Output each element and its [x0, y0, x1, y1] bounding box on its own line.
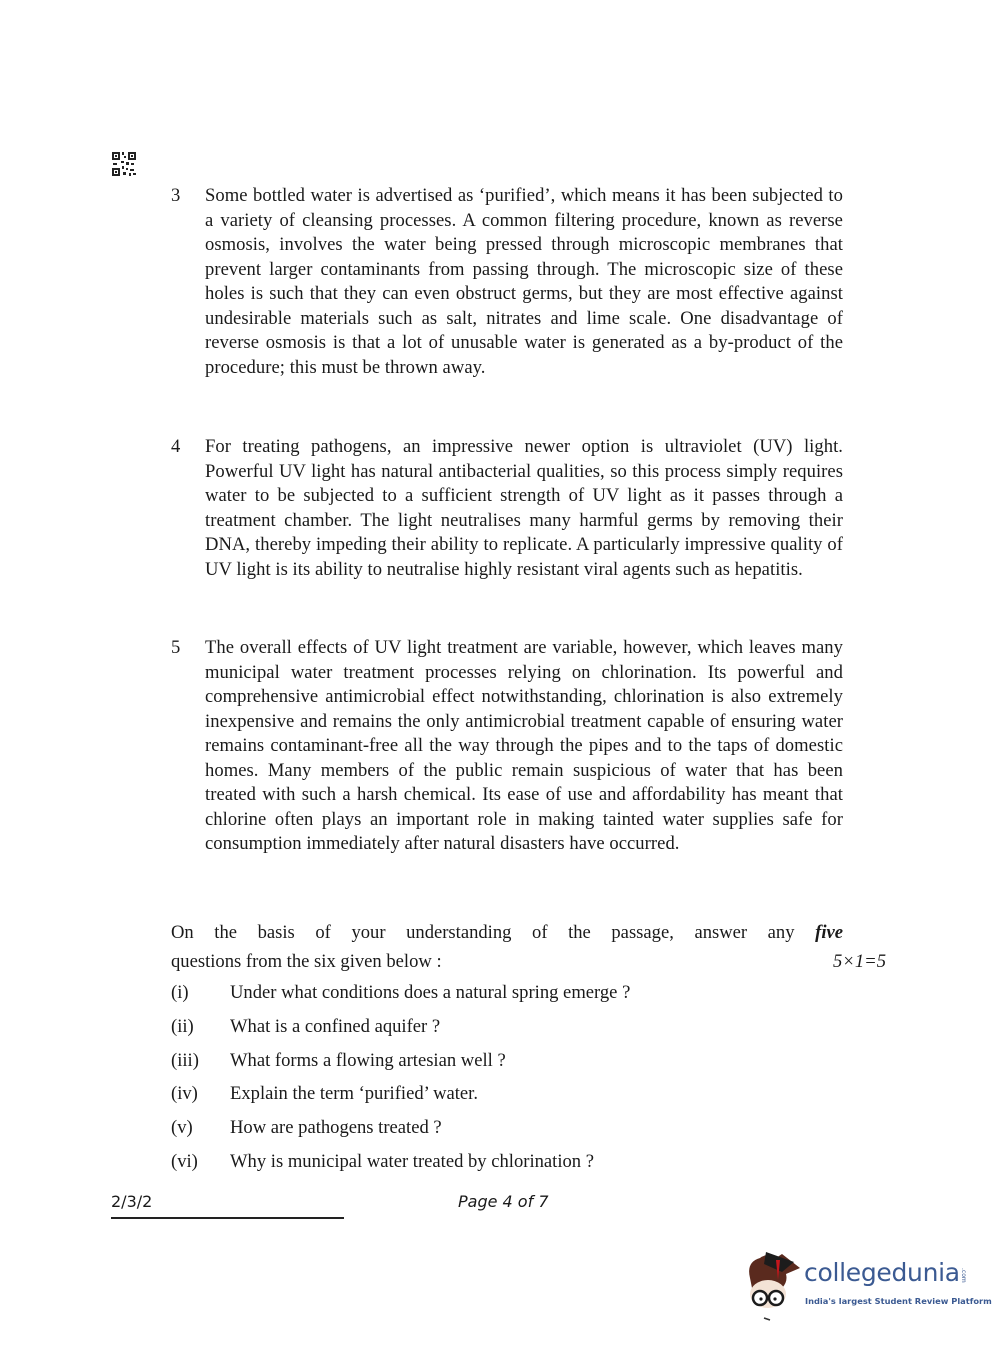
brand-name: collegedunia: [804, 1258, 960, 1287]
question-text: What is a confined aquifer ?: [230, 1015, 441, 1037]
paragraph-number: 4: [171, 436, 181, 457]
question-text: Why is municipal water treated by chlorination ?: [230, 1150, 595, 1172]
question-label: (v): [171, 1117, 193, 1139]
marks-allocation: 5×1=5: [833, 950, 886, 972]
question-text: Explain the term ‘purified’ water.: [230, 1083, 478, 1105]
question-item: [171, 1016, 871, 1050]
brand-tagline: India's largest Student Review Platform: [805, 1296, 992, 1306]
question-item: [171, 1117, 871, 1151]
paragraph-number: 5: [171, 637, 181, 658]
instruction-text: questions from the six given below :: [171, 950, 442, 972]
question-label: (i): [171, 982, 189, 1003]
collegedunia-watermark: [742, 1248, 992, 1323]
passage-paragraph-4: [171, 435, 843, 582]
passage-paragraph-3: [171, 184, 843, 380]
paragraph-text: The overall effects of UV light treatment are variable, however, which leaves many municipal water treatment processes relying on chlorination. Its powerful and comprehensive antimicrobial effect notwithstanding, chlorination is also extremely inexpensive and remains the only antimicrobial treatment capable of ensuring water remains contaminant-free all the way through the pipes and to the taps of domestic homes. Many members of the public remain suspicious of water that has been treated with such a harsh chemical. Its ease of use and affordability has meant that chlorine often plays an important role in making tainted water supplies safe for consumption immediately after natural disasters have occurred.: [205, 637, 843, 854]
instruction-line-1: [171, 919, 843, 948]
question-label: (iii): [171, 1049, 199, 1071]
question-text: How are pathogens treated ?: [230, 1117, 442, 1139]
paragraph-text: For treating pathogens, an impressive newer option is ultraviolet (UV) light. Powerful UV light has natural antibacterial qualities, so this process simply requires water to be subjected to a sufficient strength of UV light as it passes through a treatment chamber. The light neutralises many harmful germs by removing their DNA, thereby impeding their ability to replicate. A particularly impressive quality of UV light is its ability to neutralise highly resistant viral agents such as hepatitis.: [205, 436, 843, 580]
question-text: Under what conditions does a natural spring emerge ?: [230, 982, 631, 1003]
question-label: (vi): [171, 1150, 198, 1172]
question-item: [171, 1083, 871, 1117]
paragraph-number: 3: [171, 185, 181, 206]
question-item: [171, 1050, 871, 1084]
question-instruction: [171, 919, 886, 976]
question-text: What forms a flowing artesian well ?: [230, 1049, 506, 1071]
qr-code-icon: [111, 151, 137, 177]
brand-domain: .com: [960, 1268, 967, 1283]
question-label: (ii): [171, 1015, 194, 1037]
passage-paragraph-5: [171, 636, 843, 857]
paragraph-text: Some bottled water is advertised as ‘purified’, which means it has been subjected to a variety of cleansing processes. A common filtering procedure, known as reverse osmosis, involves the water being pressed through microscopic membranes that prevent larger contaminants from passing through. The microscopic size of these holes is such that they can even obstruct germs, but they are most effective against undesirable materials such as salt, nitrates and lime scale. One disadvantage of reverse osmosis is that a lot of unusable water is generated as a by-product of the procedure; this must be thrown away.: [205, 185, 843, 378]
footer-divider: [111, 1217, 344, 1219]
instruction-line-2: [171, 948, 886, 977]
instruction-emphasis: five: [815, 922, 843, 943]
question-item: [171, 982, 871, 1016]
mascot-logo-icon: [742, 1248, 804, 1323]
question-list: [171, 982, 871, 1185]
question-item: [171, 1151, 871, 1185]
question-label: (iv): [171, 1083, 198, 1105]
instruction-text: On the basis of your understanding of the passage, answer any: [171, 922, 795, 943]
paper-code: 2/3/2: [111, 1192, 153, 1211]
page-number: Page 4 of 7: [458, 1192, 549, 1211]
